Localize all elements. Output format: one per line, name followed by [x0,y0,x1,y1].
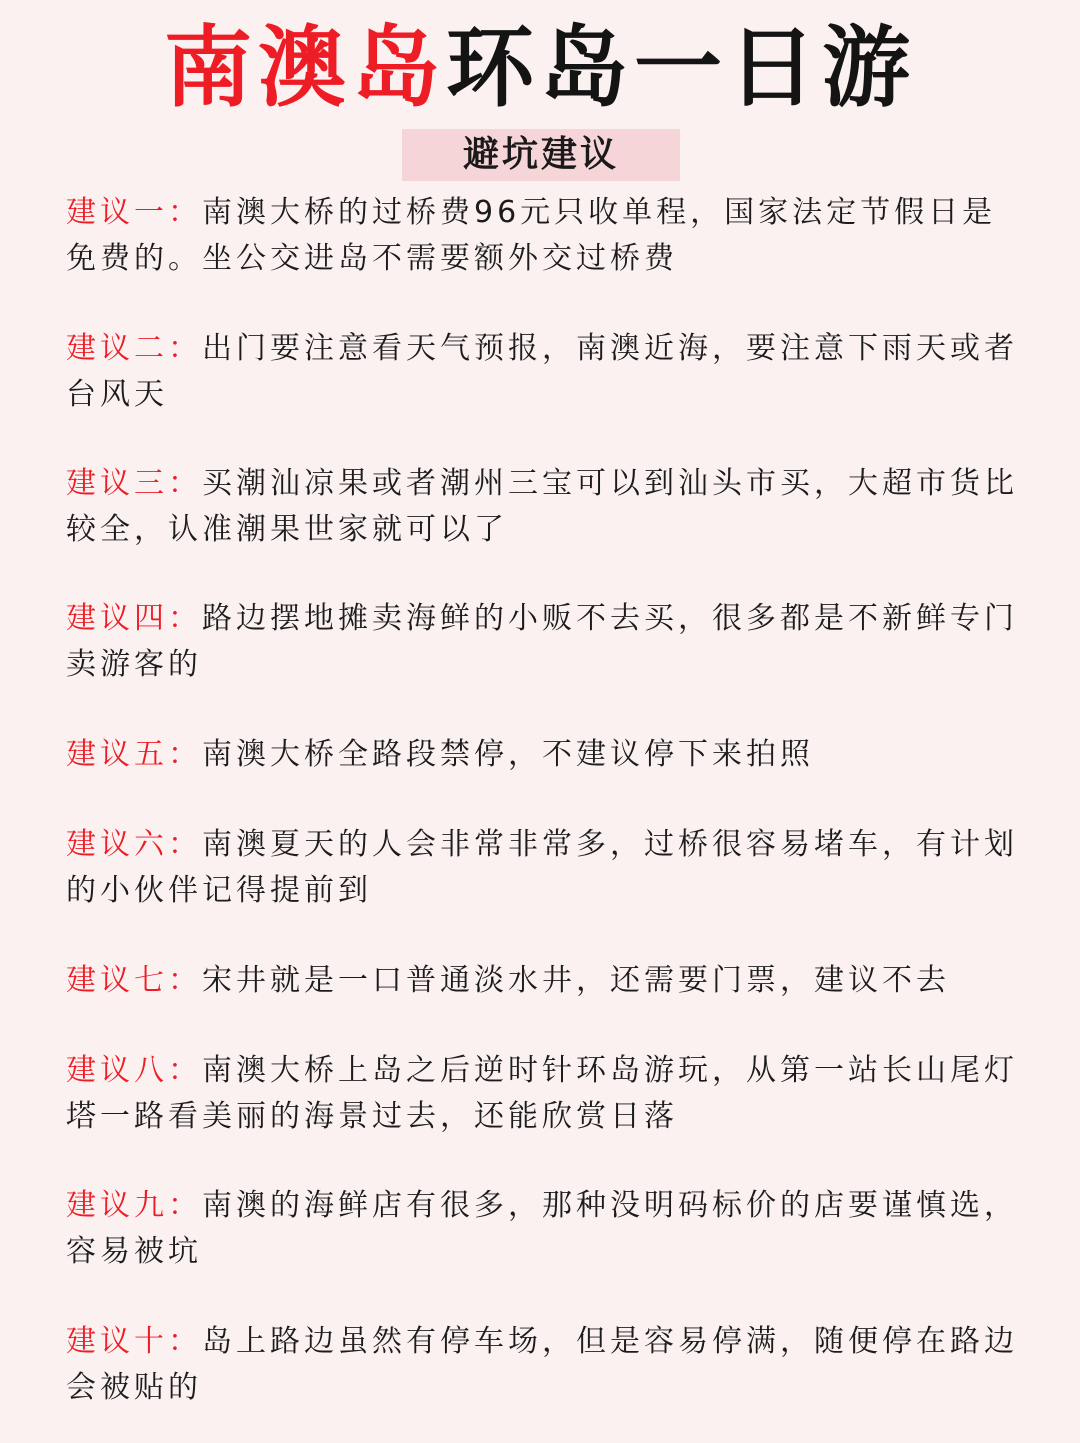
tip-item-4 [66,596,1026,688]
tip-label: 建议八： [66,1053,202,1088]
tip-text: 出门要注意看天气预报，南澳近海，要注意下雨天或者台风天 [66,331,1018,412]
tip-text: 宋井就是一口普通淡水井，还需要门票，建议不去 [202,963,950,998]
tip-label: 建议五： [66,737,202,772]
tip-text: 买潮汕凉果或者潮州三宝可以到汕头市买，大超市货比较全，认准潮果世家就可以了 [66,466,1018,547]
tip-item-6 [66,822,1026,914]
title-highlight: 南澳岛 [163,16,446,119]
tip-label: 建议九： [66,1188,202,1223]
tip-label: 建议一： [66,195,202,230]
tip-text: 南澳大桥的过桥费96元只收单程，国家法定节假日是免费的。坐公交进岛不需要额外交过桥费 [66,195,997,276]
tip-text: 南澳的海鲜店有很多，那种没明码标价的店要谨慎选，容易被坑 [66,1188,1018,1269]
page-title [0,18,1080,118]
title-rest: 环岛一日游 [446,16,917,119]
tip-item-5 [66,732,1026,778]
tip-text: 路边摆地摊卖海鲜的小贩不去买，很多都是不新鲜专门卖游客的 [66,601,1018,682]
tip-label: 建议六： [66,827,202,862]
tip-label: 建议四： [66,601,202,636]
tip-item-10 [66,1319,1026,1411]
tip-text: 南澳大桥上岛之后逆时针环岛游玩，从第一站长山尾灯塔一路看美丽的海景过去，还能欣赏日落 [66,1053,1018,1134]
tip-item-3 [66,461,1026,553]
tip-text: 岛上路边虽然有停车场，但是容易停满，随便停在路边会被贴的 [66,1324,1018,1405]
tip-label: 建议七： [66,963,202,998]
tip-text: 南澳夏天的人会非常非常多，过桥很容易堵车，有计划的小伙伴记得提前到 [66,827,1018,908]
subtitle-badge: 避坑建议 [402,129,680,181]
tip-item-8 [66,1048,1026,1140]
tip-item-2 [66,326,1026,418]
tip-item-1 [66,190,1026,282]
tip-label: 建议三： [66,466,202,501]
tip-label: 建议十： [66,1324,202,1359]
tip-text: 南澳大桥全路段禁停，不建议停下来拍照 [202,737,814,772]
tip-item-9 [66,1183,1026,1275]
tip-item-7 [66,958,1026,1004]
tip-label: 建议二： [66,331,202,366]
